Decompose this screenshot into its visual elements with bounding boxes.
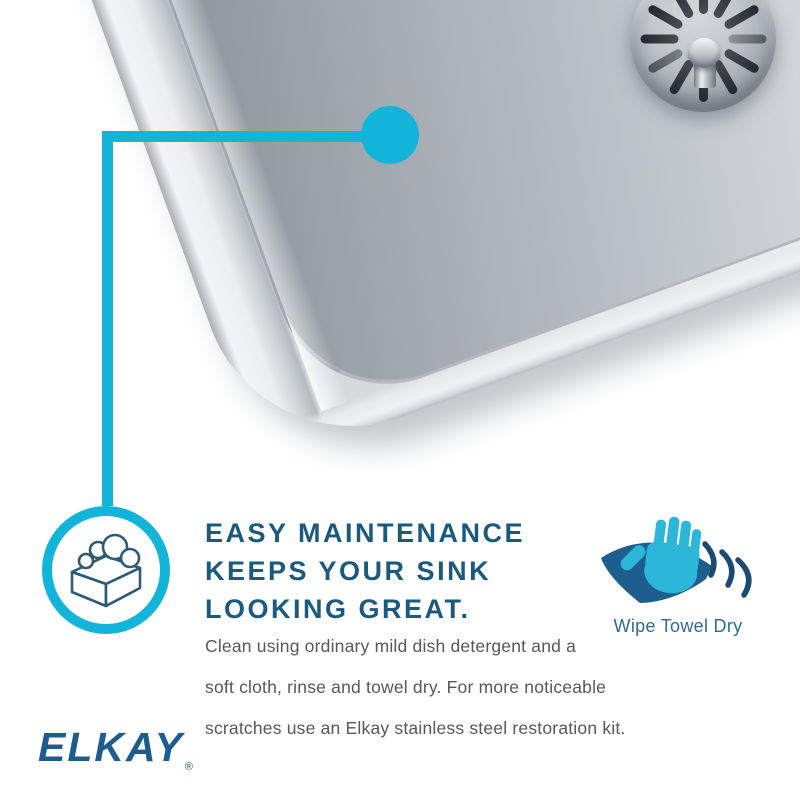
- elkay-logo: [38, 725, 195, 780]
- drain-slot: [728, 35, 766, 44]
- motion-arcs-icon: [705, 544, 749, 595]
- registered-mark: ®: [184, 761, 196, 773]
- drain-slot: [722, 48, 759, 75]
- maintenance-icon-ring: [42, 506, 170, 634]
- headline-line: KEEPS YOUR SINK: [205, 556, 492, 586]
- body-line: Clean using ordinary mild dish detergent and a: [205, 636, 577, 656]
- headline: [205, 514, 525, 628]
- drain-slot: [722, 4, 759, 31]
- hand-towel-icon: [595, 514, 760, 610]
- drain-slot: [668, 58, 695, 95]
- drain-slot: [646, 48, 683, 75]
- callout-line-horizontal: [102, 131, 370, 142]
- callout-line-vertical: [102, 131, 113, 506]
- feature-location-dot-icon: [361, 106, 419, 164]
- wipe-towel-dry-label: Wipe Towel Dry: [613, 616, 743, 636]
- body-line: soft cloth, rinse and towel dry. For more noticeable: [205, 677, 607, 697]
- body-text: [205, 626, 626, 749]
- drain-slot: [640, 35, 678, 44]
- drain-slot: [646, 4, 683, 31]
- headline-line: EASY MAINTENANCE: [205, 518, 526, 548]
- soap-sponge-icon: [62, 526, 150, 614]
- drain-slot: [699, 0, 708, 14]
- body-line: scratches use an Elkay stainless steel restoration kit.: [205, 718, 626, 738]
- headline-line: LOOKING GREAT.: [205, 594, 471, 624]
- drain-knob: [688, 38, 720, 68]
- logo-text: ELKAY: [38, 724, 184, 770]
